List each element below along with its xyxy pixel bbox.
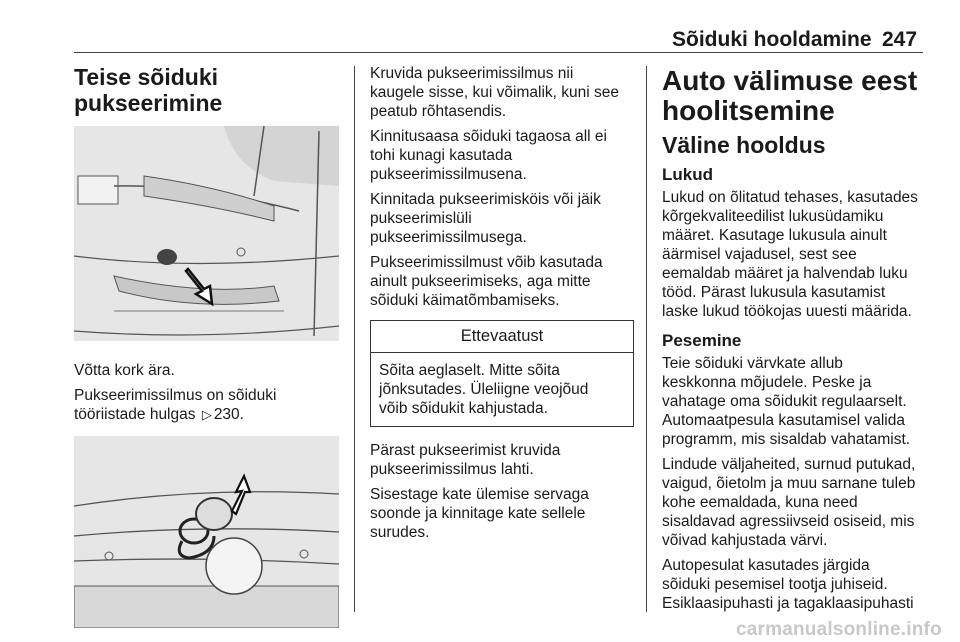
bumper-illustration (74, 126, 339, 341)
page-reference[interactable]: 230. (213, 406, 244, 423)
paragraph-washing-3: Autopesulat kasutades järgida sõiduki pesemisel tootja juhiseid. Esiklaasipuhasti ja tagaklaasipuhasti (662, 557, 914, 612)
paragraph: Pärast pukseerimist kruvida pukseerimissilmus lahti. (370, 442, 561, 478)
paragraph: Kinnitada pukseerimisköis või jäik pukseerimislüli pukseerimissilmusega. (370, 191, 601, 246)
paragraph: Võtta kork ära. (74, 362, 175, 379)
column-3 (662, 64, 927, 619)
arrow-ref-icon: ▷ (201, 407, 212, 422)
paragraph: Kinnitusaasa sõiduki tagaosa all ei tohi kunagi kasutada pukseerimissilmusena. (370, 128, 607, 183)
paragraph: Pukseerimissilmust võib kasutada ainult pukseerimiseks, aga mitte sõiduki käimatõmbamiseks. (370, 254, 603, 309)
page-number: 247 (882, 28, 918, 51)
caution-text: Sõita aeglaselt. Mitte sõita jõnksutades. Üleliigne veojõud võib sõidukit kahjustada. (379, 362, 589, 417)
section-title-towing: Teise sõiduki pukseerimine (74, 64, 223, 116)
paragraph: Sisestage kate ülemise servaga soonde ja kinnitage kate sellele surudes. (370, 486, 589, 541)
page-header-title: Sõiduki hooldamine (672, 28, 872, 51)
paragraph-washing-1: Teie sõiduki värvkate allub keskkonna mõjudele. Peske ja vahatage oma sõidukit regulaarselt. Automaatpesula kasutamisel valida programm, mis sisaldab vahatamist. (662, 355, 911, 448)
heading-exterior-care: Auto välimuse eest hoolitsemine (662, 65, 918, 126)
column-1 (74, 64, 344, 628)
paragraph-washing-2: Lindude väljaheited, surnud putukad, vaigud, õietolm ja muu sarnane tuleb kohe eemaldada, kuna need sisaldavad agressiivseid osiseid, mis võivad kahjustada värvi. (662, 456, 916, 549)
heading-locks: Lukud (662, 165, 713, 184)
watermark: carmanualsonline.info (736, 619, 942, 640)
column-2 (370, 64, 635, 548)
column-divider-1 (354, 66, 355, 612)
paragraph-locks: Lukud on õlitatud tehases, kasutades kõrgekvaliteedilist lukusüdamiku määret. Kasutage lukusula ainult äärmisel vajadusel, sest see eemaldab määret ja halvendab luku tööd. Pärast lukusula kasutamist laske lukud töökojas uuesti määrida. (662, 189, 918, 320)
tow-eye-illustration (74, 436, 339, 628)
heading-washing: Pesemine (662, 331, 742, 350)
header-rule (74, 52, 923, 53)
column-divider-2 (646, 66, 647, 612)
heading-exterior-maintenance: Väline hooldus (662, 132, 826, 158)
caution-title: Ettevaatust (371, 321, 633, 353)
paragraph: Kruvida pukseerimissilmus nii kaugele sisse, kui võimalik, kuni see peatub rõhtasendis. (370, 65, 619, 120)
caution-box (370, 320, 634, 427)
paragraph-tools (74, 386, 344, 424)
paragraph-text: Pukseerimissilmus on sõiduki tööriistade hulgas (74, 387, 277, 423)
